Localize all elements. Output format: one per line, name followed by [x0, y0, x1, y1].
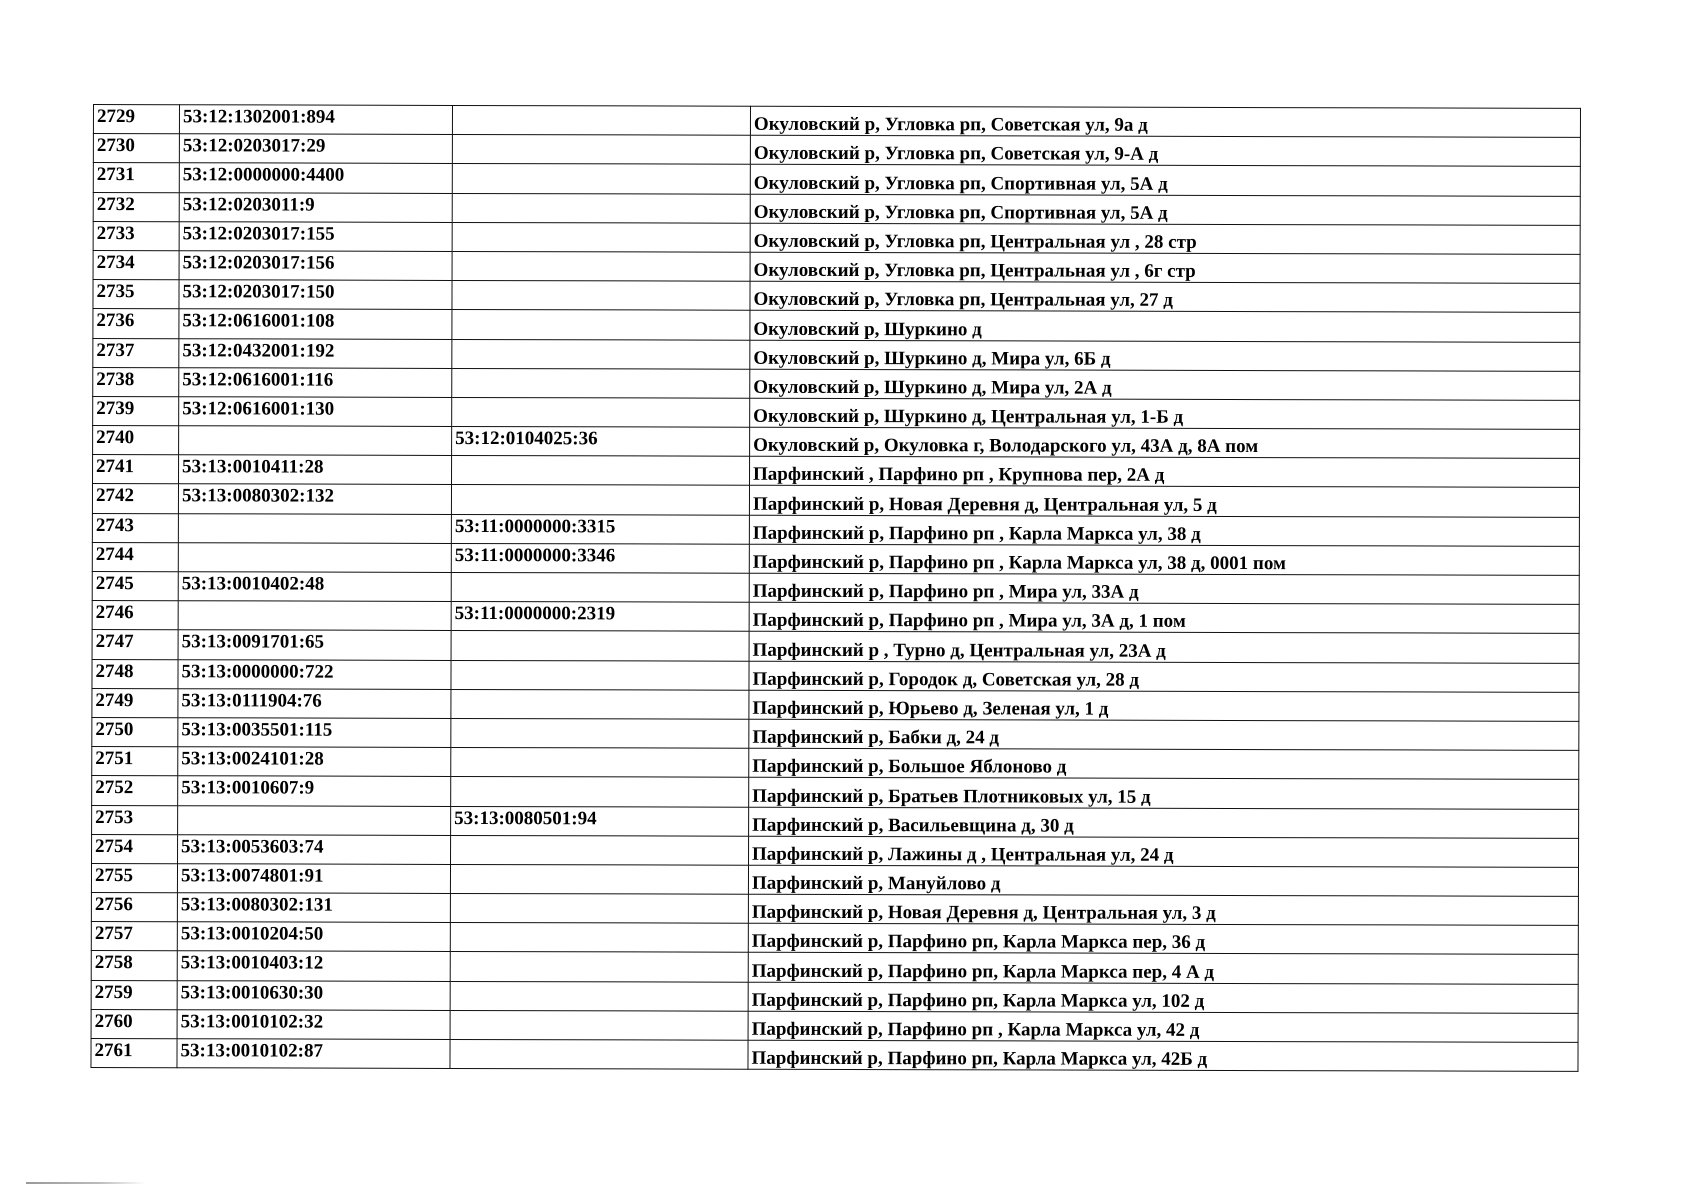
table-row	[91, 893, 1578, 926]
table-row	[93, 250, 1580, 283]
address-cell: Окуловский р, Угловка рп, Центральная ул, 27 д	[750, 281, 1580, 312]
table-row	[92, 834, 1579, 867]
premises-cadastral-number-cell	[450, 894, 748, 924]
row-number-cell: 2733	[93, 221, 179, 250]
premises-cadastral-number-cell	[450, 1010, 748, 1040]
cadastral-number-cell: 53:13:0080302:132	[178, 484, 451, 514]
row-number-cell: 2755	[91, 863, 177, 892]
table-row	[93, 396, 1580, 429]
premises-cadastral-number-cell	[451, 835, 749, 865]
table-row	[92, 776, 1579, 809]
table-row	[92, 513, 1579, 546]
cadastral-number-cell: 53:12:0616001:130	[179, 397, 452, 427]
cadastral-number-cell: 53:13:0010102:32	[177, 1010, 450, 1040]
address-cell: Парфинский р, Парфино рп, Карла Маркса пер, 4 А д	[748, 953, 1578, 984]
cadastral-number-cell	[179, 426, 452, 456]
address-cell: Парфинский р, Парфино рп , Мира ул, 3А д, 1 пом	[749, 602, 1579, 633]
cadastral-number-cell: 53:13:0024101:28	[178, 747, 451, 777]
row-number-cell: 2735	[93, 280, 179, 309]
table-row	[93, 221, 1580, 254]
premises-cadastral-number-cell	[452, 251, 750, 281]
registry-table-body	[91, 105, 1581, 1072]
cadastral-number-cell: 53:12:0203017:29	[179, 134, 452, 164]
table-row	[92, 571, 1579, 604]
table-row	[91, 922, 1578, 955]
table-row	[93, 309, 1580, 342]
premises-cadastral-number-cell	[452, 222, 750, 252]
row-number-cell: 2752	[92, 776, 178, 805]
cadastral-number-cell: 53:13:0010102:87	[177, 1039, 450, 1069]
property-registry-table	[90, 104, 1581, 1072]
table-row	[92, 484, 1579, 517]
premises-cadastral-number-cell	[451, 660, 749, 690]
address-cell: Парфинский р, Парфино рп , Карла Маркса ул, 42 д	[748, 1011, 1578, 1042]
premises-cadastral-number-cell	[452, 105, 750, 135]
cadastral-number-cell: 53:13:0091701:65	[178, 630, 451, 660]
row-number-cell: 2750	[92, 717, 178, 746]
row-number-cell: 2756	[91, 893, 177, 922]
row-number-cell: 2740	[93, 426, 179, 455]
premises-cadastral-number-cell	[452, 164, 750, 194]
cadastral-number-cell: 53:13:0010411:28	[179, 455, 452, 485]
table-row	[93, 280, 1580, 313]
scan-artifact-line	[26, 1182, 146, 1184]
address-cell: Окуловский р, Окуловка г, Володарского ул, 43А д, 8А пом	[750, 427, 1580, 458]
table-row	[92, 688, 1579, 721]
address-cell: Окуловский р, Угловка рп, Советская ул, 9-А д	[750, 135, 1580, 166]
cadastral-number-cell: 53:13:0000000:722	[178, 659, 451, 689]
row-number-cell: 2738	[93, 367, 179, 396]
cadastral-number-cell: 53:13:0074801:91	[177, 864, 450, 894]
table-row	[93, 338, 1580, 371]
row-number-cell: 2758	[91, 951, 177, 980]
premises-cadastral-number-cell: 53:11:0000000:3346	[451, 543, 749, 573]
table-row	[93, 192, 1580, 225]
row-number-cell: 2744	[92, 542, 178, 571]
row-number-cell: 2729	[93, 105, 179, 134]
row-number-cell: 2731	[93, 163, 179, 192]
premises-cadastral-number-cell	[452, 339, 750, 369]
address-cell: Окуловский р, Шуркино д, Мира ул, 2А д	[750, 369, 1580, 400]
table-row	[92, 601, 1579, 634]
premises-cadastral-number-cell	[450, 864, 748, 894]
row-number-cell: 2739	[93, 396, 179, 425]
premises-cadastral-number-cell	[452, 368, 750, 398]
premises-cadastral-number-cell	[450, 981, 748, 1011]
address-cell: Парфинский р , Турно д, Центральная ул, 23А д	[749, 632, 1579, 663]
premises-cadastral-number-cell	[452, 456, 750, 486]
premises-cadastral-number-cell	[452, 193, 750, 223]
address-cell: Парфинский , Парфино рп , Крупнова пер, 2А д	[750, 456, 1580, 487]
cadastral-number-cell: 53:12:0616001:108	[179, 309, 452, 339]
premises-cadastral-number-cell	[451, 572, 749, 602]
table-row	[92, 542, 1579, 575]
row-number-cell: 2751	[92, 747, 178, 776]
address-cell: Парфинский р, Мануйлово д	[748, 865, 1578, 896]
premises-cadastral-number-cell: 53:11:0000000:2319	[451, 602, 749, 632]
row-number-cell: 2736	[93, 309, 179, 338]
table-row	[93, 367, 1580, 400]
address-cell: Парфинский р, Парфино рп, Карла Маркса ул, 102 д	[748, 982, 1578, 1013]
premises-cadastral-number-cell: 53:11:0000000:3315	[451, 514, 749, 544]
address-cell: Парфинский р, Парфино рп, Карла Маркса пер, 36 д	[748, 923, 1578, 954]
cadastral-number-cell: 53:13:0010630:30	[177, 980, 450, 1010]
premises-cadastral-number-cell	[451, 689, 749, 719]
address-cell: Окуловский р, Угловка рп, Спортивная ул, 5А д	[750, 194, 1580, 225]
row-number-cell: 2760	[91, 1009, 177, 1038]
address-cell: Парфинский р, Большое Яблоново д	[749, 748, 1579, 779]
premises-cadastral-number-cell	[451, 718, 749, 748]
address-cell: Парфинский р, Городок д, Советская ул, 28 д	[749, 661, 1579, 692]
row-number-cell: 2747	[92, 630, 178, 659]
row-number-cell: 2759	[91, 980, 177, 1009]
row-number-cell: 2757	[91, 922, 177, 951]
row-number-cell: 2761	[91, 1038, 177, 1067]
table-row	[93, 163, 1580, 196]
cadastral-number-cell: 53:12:0203017:155	[179, 221, 452, 251]
premises-cadastral-number-cell	[450, 1039, 748, 1069]
address-cell: Окуловский р, Угловка рп, Спортивная ул, 5А д	[750, 165, 1580, 196]
premises-cadastral-number-cell: 53:13:0080501:94	[451, 806, 749, 836]
address-cell: Парфинский р, Юрьево д, Зеленая ул, 1 д	[749, 690, 1579, 721]
row-number-cell: 2741	[93, 455, 179, 484]
table-row	[92, 747, 1579, 780]
table-row	[92, 805, 1579, 838]
premises-cadastral-number-cell	[451, 777, 749, 807]
premises-cadastral-number-cell	[452, 135, 750, 165]
premises-cadastral-number-cell	[452, 281, 750, 311]
table-row	[91, 951, 1578, 984]
row-number-cell: 2746	[92, 601, 178, 630]
address-cell: Окуловский р, Угловка рп, Центральная ул , 6г стр	[750, 252, 1580, 283]
address-cell: Парфинский р, Парфино рп , Карла Маркса ул, 38 д, 0001 пом	[749, 544, 1579, 575]
table-row	[93, 134, 1580, 167]
address-cell: Парфинский р, Лажины д , Центральная ул, 24 д	[749, 836, 1579, 867]
address-cell: Парфинский р, Васильевщина д, 30 д	[749, 807, 1579, 838]
cadastral-number-cell: 53:12:0616001:116	[179, 367, 452, 397]
premises-cadastral-number-cell	[450, 952, 748, 982]
address-cell: Окуловский р, Шуркино д	[750, 311, 1580, 342]
address-cell: Парфинский р, Новая Деревня д, Центральная ул, 3 д	[748, 894, 1578, 925]
address-cell: Окуловский р, Шуркино д, Центральная ул, 1-Б д	[750, 398, 1580, 429]
cadastral-number-cell: 53:13:0010204:50	[177, 922, 450, 952]
address-cell: Окуловский р, Угловка рп, Центральная ул , 28 стр	[750, 223, 1580, 254]
cadastral-number-cell: 53:13:0111904:76	[178, 688, 451, 718]
table-row	[92, 630, 1579, 663]
row-number-cell: 2737	[93, 338, 179, 367]
row-number-cell: 2745	[92, 571, 178, 600]
cadastral-number-cell	[178, 543, 451, 573]
row-number-cell: 2743	[92, 513, 178, 542]
cadastral-number-cell: 53:12:0203011:9	[179, 192, 452, 222]
premises-cadastral-number-cell	[451, 485, 749, 515]
table-row	[93, 105, 1580, 138]
premises-cadastral-number-cell	[452, 397, 750, 427]
cadastral-number-cell	[178, 513, 451, 543]
address-cell: Парфинский р, Бабки д, 24 д	[749, 719, 1579, 750]
cadastral-number-cell: 53:13:0010402:48	[178, 572, 451, 602]
cadastral-number-cell: 53:12:0432001:192	[179, 338, 452, 368]
table-row	[92, 659, 1579, 692]
cadastral-number-cell: 53:13:0010607:9	[178, 776, 451, 806]
address-cell: Окуловский р, Шуркино д, Мира ул, 6Б д	[750, 340, 1580, 371]
cadastral-number-cell: 53:13:0010403:12	[177, 951, 450, 981]
row-number-cell: 2754	[92, 834, 178, 863]
table-row	[91, 980, 1578, 1013]
address-cell: Парфинский р, Парфино рп , Мира ул, 33А д	[749, 573, 1579, 604]
table-row	[93, 426, 1580, 459]
address-cell: Парфинский р, Братьев Плотниковых ул, 15 д	[749, 778, 1579, 809]
cadastral-number-cell: 53:12:0203017:156	[179, 251, 452, 281]
address-cell: Парфинский р, Парфино рп , Карла Маркса ул, 38 д	[749, 515, 1579, 546]
cadastral-number-cell	[178, 805, 451, 835]
premises-cadastral-number-cell	[451, 631, 749, 661]
table-row	[92, 717, 1579, 750]
row-number-cell: 2748	[92, 659, 178, 688]
row-number-cell: 2734	[93, 250, 179, 279]
table-row	[91, 863, 1578, 896]
cadastral-number-cell	[178, 601, 451, 631]
address-cell: Парфинский р, Парфино рп, Карла Маркса ул, 42Б д	[748, 1040, 1578, 1071]
table-row	[93, 455, 1580, 488]
cadastral-number-cell: 53:13:0035501:115	[178, 718, 451, 748]
row-number-cell: 2742	[92, 484, 178, 513]
cadastral-number-cell: 53:12:1302001:894	[179, 105, 452, 135]
premises-cadastral-number-cell	[451, 748, 749, 778]
cadastral-number-cell: 53:12:0000000:4400	[179, 163, 452, 193]
cadastral-number-cell: 53:13:0053603:74	[178, 834, 451, 864]
address-cell: Парфинский р, Новая Деревня д, Центральная ул, 5 д	[749, 486, 1579, 517]
premises-cadastral-number-cell	[452, 310, 750, 340]
row-number-cell: 2749	[92, 688, 178, 717]
cadastral-number-cell: 53:12:0203017:150	[179, 280, 452, 310]
row-number-cell: 2730	[93, 134, 179, 163]
premises-cadastral-number-cell: 53:12:0104025:36	[452, 427, 750, 457]
row-number-cell: 2753	[92, 805, 178, 834]
table-row	[91, 1009, 1578, 1042]
table-row	[91, 1038, 1578, 1071]
row-number-cell: 2732	[93, 192, 179, 221]
premises-cadastral-number-cell	[450, 923, 748, 953]
cadastral-number-cell: 53:13:0080302:131	[177, 893, 450, 923]
address-cell: Окуловский р, Угловка рп, Советская ул, 9а д	[750, 106, 1580, 137]
